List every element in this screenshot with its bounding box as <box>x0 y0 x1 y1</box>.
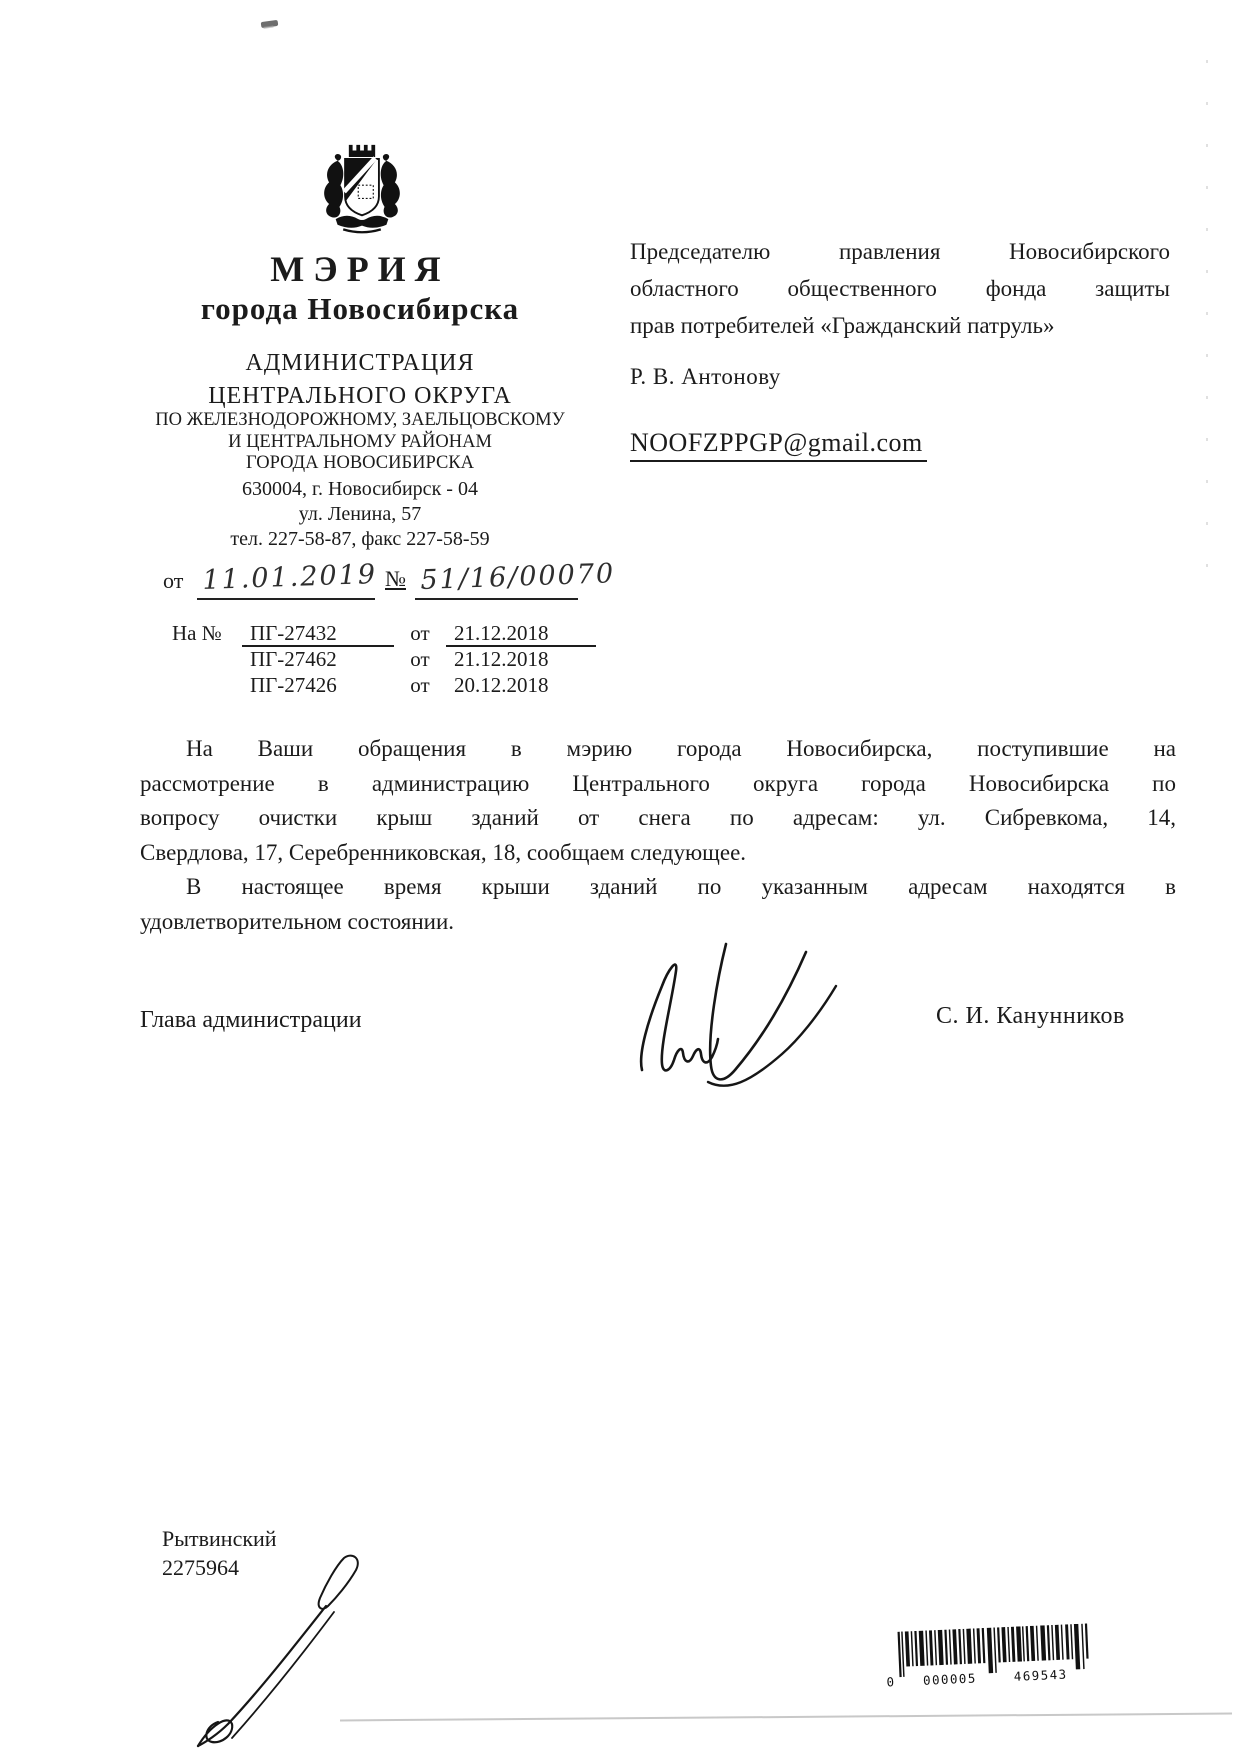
district-block <box>110 410 610 475</box>
head-signature-icon <box>628 940 843 1110</box>
district-line1: ПО ЖЕЛЕЗНОДОРОЖНОМУ, ЗАЕЛЬЦОВСКОМУ <box>155 410 565 430</box>
outgoing-date-field <box>197 544 378 600</box>
scan-bottom-line-artifact <box>340 1712 1232 1721</box>
outgoing-from-label: от <box>163 568 184 593</box>
outgoing-date-handwritten: 11.01.2019 <box>201 558 378 596</box>
barcode-group1: 000005 <box>922 1670 978 1688</box>
incoming-number-2: ПГ-27462 <box>250 647 337 671</box>
recipient-position-line1: Председателю правления Новосибирского <box>630 239 1170 264</box>
scan-edge-artifacts <box>1206 60 1208 580</box>
department-block <box>130 347 590 413</box>
recipient-name: Р. В. Антонову <box>630 364 781 389</box>
incoming-from-2: от <box>410 647 430 671</box>
body-p1-line3: вопросу очистки крыш зданий от снега по адресам: ул. Сибревкома, 14, <box>140 805 1176 830</box>
incoming-references <box>172 621 596 699</box>
body-p2-line1: В настоящее время крыши зданий по указанным адресам находятся в <box>186 874 1176 899</box>
recipient-position <box>630 233 1170 344</box>
incoming-label: На № <box>172 621 222 645</box>
executor-phone: 2275964 <box>162 1555 239 1580</box>
department-line1: АДМИНИСТРАЦИЯ <box>245 350 475 376</box>
barcode-group2: 469543 <box>1013 1666 1068 1684</box>
signatory-name: С. И. Канунников <box>936 1003 1125 1029</box>
district-line2: И ЦЕНТРАЛЬНОМУ РАЙОНАМ <box>228 431 492 452</box>
address-line1: 630004, г. Новосибирск - 04 <box>242 478 478 500</box>
incoming-date-1: 21.12.2018 <box>446 621 596 647</box>
body-p1-line1: На Ваши обращения в мэрию города Новосибирска, поступившие на <box>186 736 1176 761</box>
body-p1-line4: Свердлова, 17, Серебренниковская, 18, сообщаем следующее. <box>140 839 747 865</box>
district-line3: ГОРОДА НОВОСИБИРСКА <box>245 453 475 473</box>
barcode <box>875 1623 1098 1696</box>
letter-body <box>140 732 1176 939</box>
body-p1-line2: рассмотрение в администрацию Центрального округа города Новосибирска по <box>140 770 1176 796</box>
incoming-number-3: ПГ-27426 <box>250 673 337 697</box>
address-line2: ул. Ленина, 57 <box>298 503 422 525</box>
recipient-position-line3: прав потребителей «Гражданский патруль» <box>630 313 1055 338</box>
outgoing-number-handwritten: 51/16/00070 <box>419 558 616 596</box>
recipient-position-line2: областного общественного фонда защиты <box>630 276 1170 301</box>
incoming-from-1: от <box>410 621 430 645</box>
address-line3: тел. 227-58-87, факс 227-58-59 <box>230 528 490 550</box>
scan-smudge-artifact <box>261 20 279 28</box>
department-line2: ЦЕНТРАЛЬНОГО ОКРУГА <box>208 383 512 409</box>
outgoing-number-label: № <box>385 566 406 591</box>
novosibirsk-coat-of-arms-icon <box>315 141 409 237</box>
executor-name: Рытвинский <box>162 1526 277 1551</box>
recipient-email: NOOFZPPGP@gmail.com <box>630 428 927 462</box>
barcode-left-digit: 0 <box>886 1674 895 1690</box>
org-name-line1: МЭРИЯ <box>270 249 450 289</box>
org-name-line2: города Новосибирска <box>200 291 520 326</box>
incoming-from-3: от <box>410 673 430 697</box>
incoming-date-2: 21.12.2018 <box>454 647 549 671</box>
body-p2-line2: удовлетворительном состоянии. <box>140 908 455 934</box>
incoming-number-1: ПГ-27432 <box>242 621 394 647</box>
incoming-date-3: 20.12.2018 <box>454 673 549 697</box>
signatory-position: Глава администрации <box>140 1007 362 1033</box>
outgoing-number-field <box>415 540 616 600</box>
